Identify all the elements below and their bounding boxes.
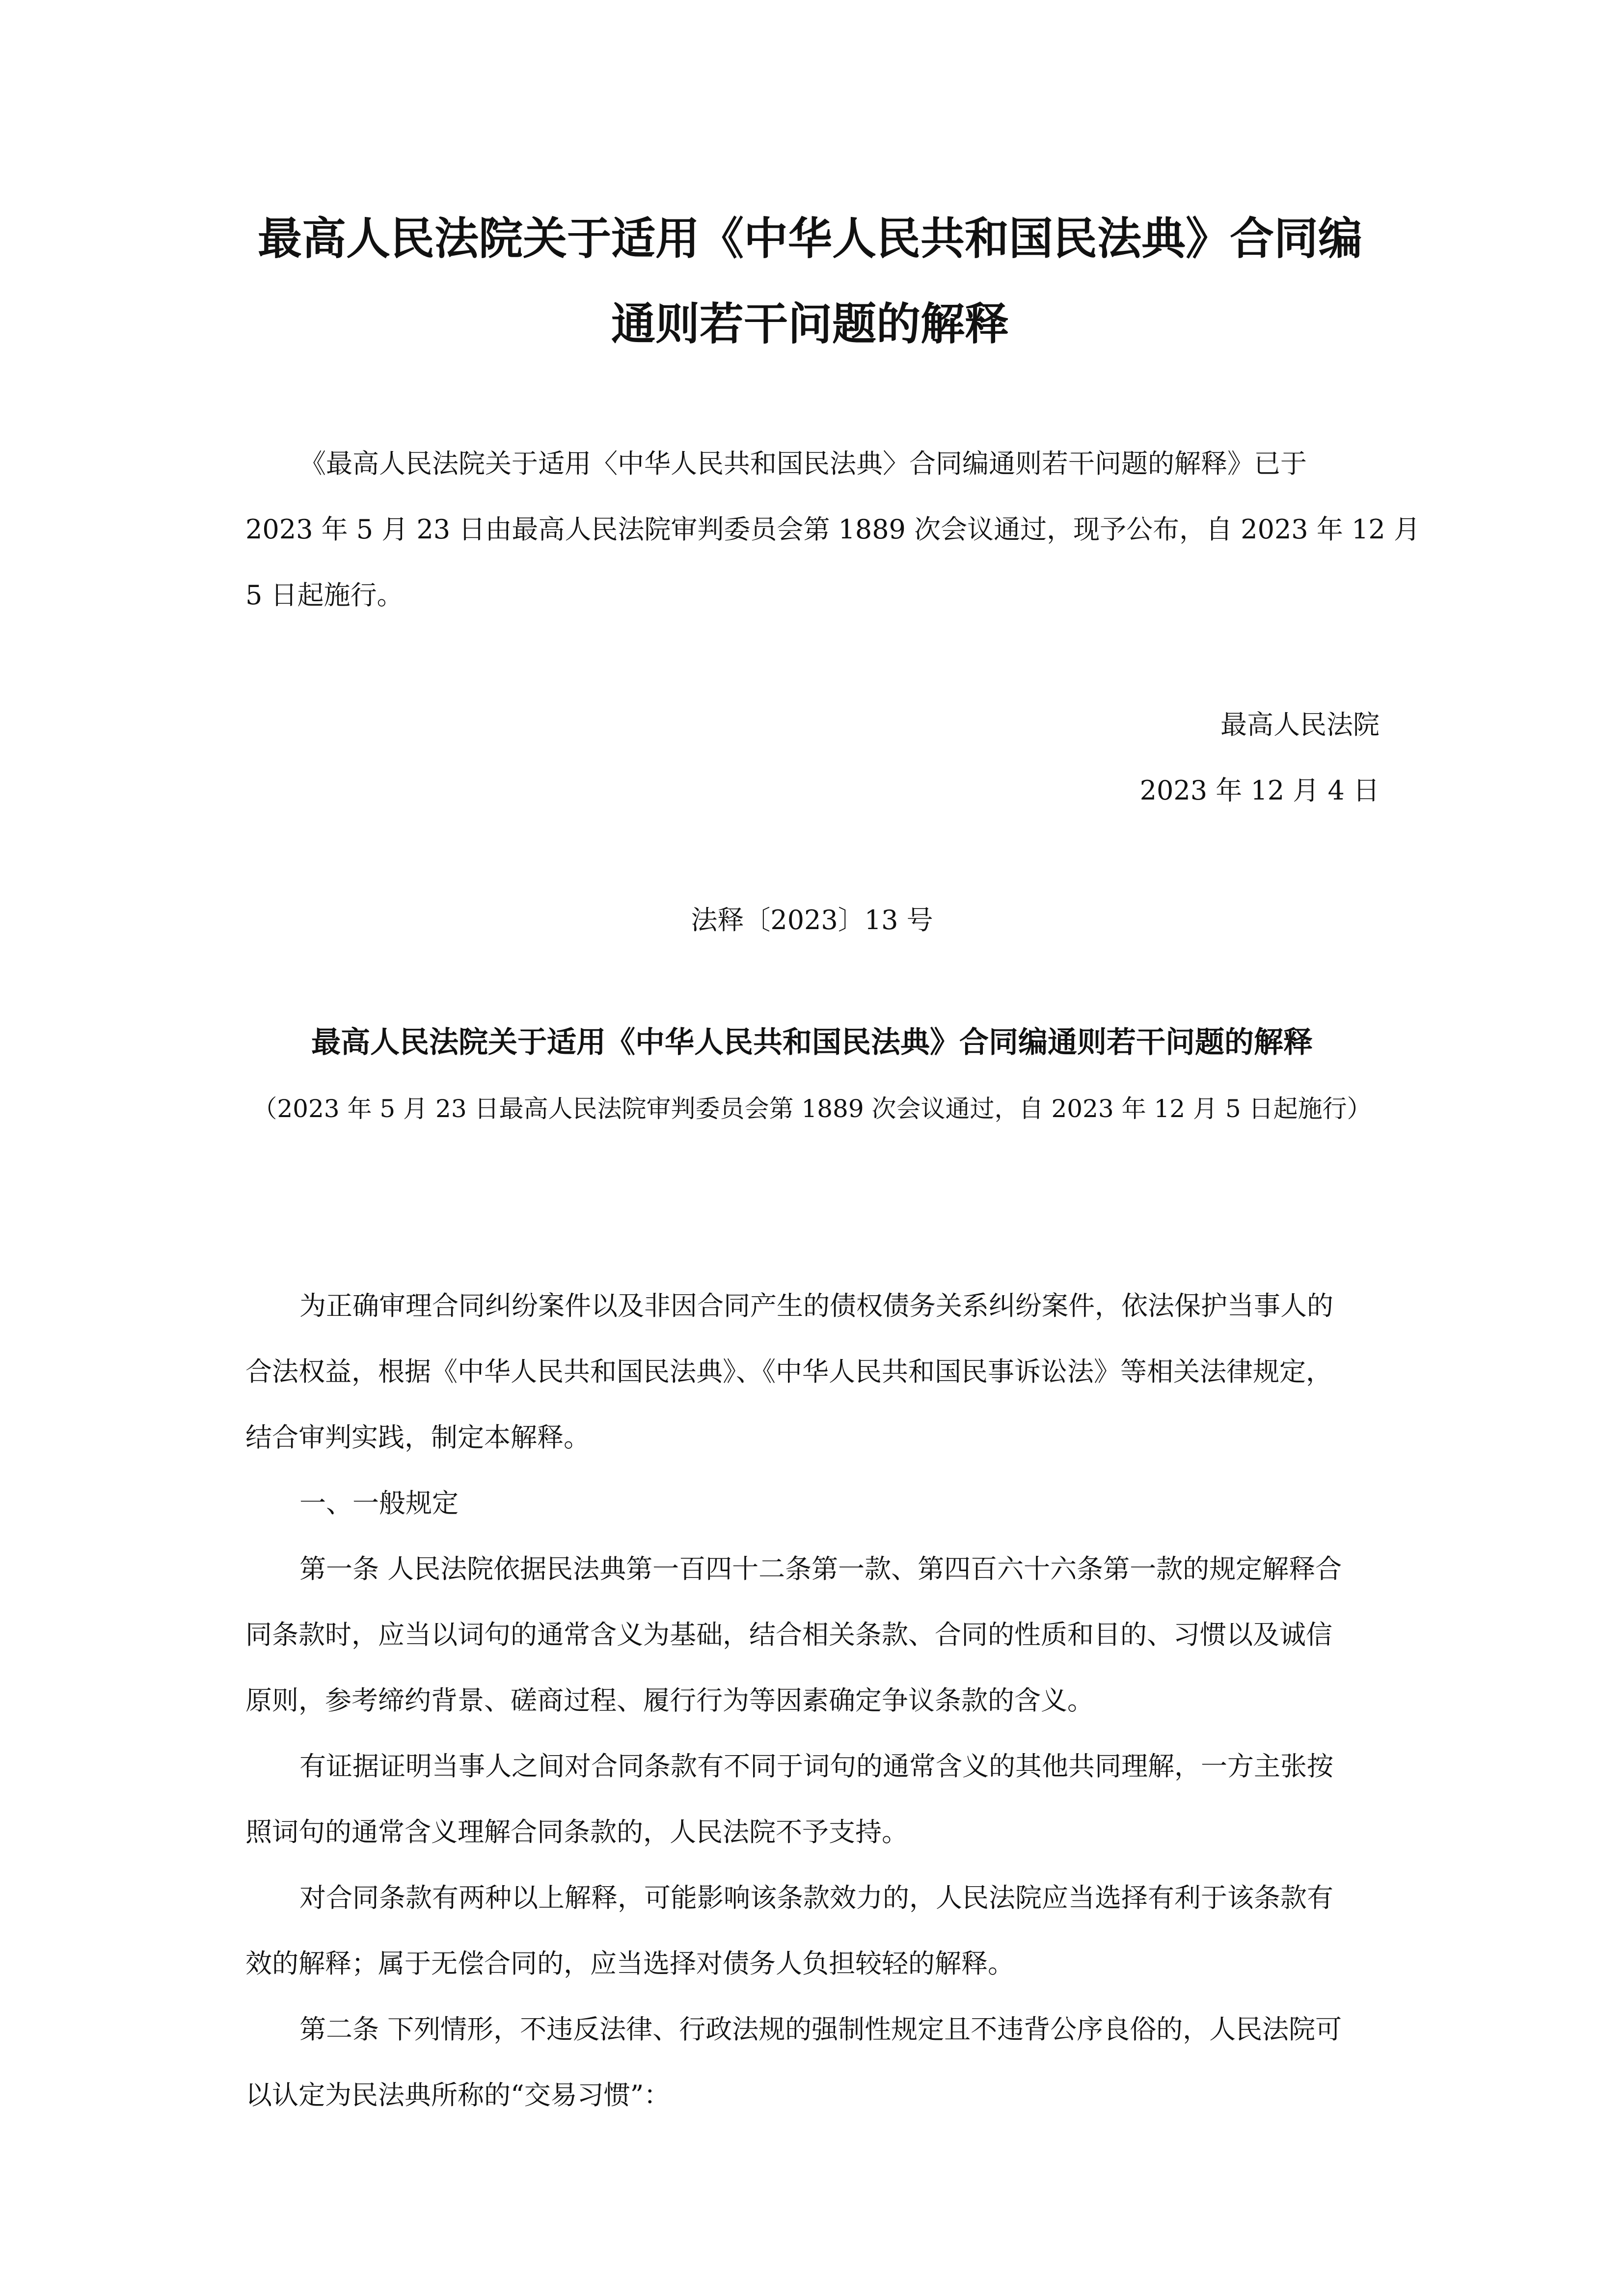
article-2-para-1-line-2: 以认定为民法典所称的“交易习惯”：: [245, 2080, 671, 2110]
article-1-para-1-line-1: 第一条 人民法院依据民法典第一百四十二条第一款、第四百六十六条第一款的规定解释合: [299, 1553, 1342, 1584]
article-1-para-1-line-2: 同条款时，应当以词句的通常含义为基础，结合相关条款、合同的性质和目的、习惯以及诚信: [245, 1619, 1332, 1650]
document-number: 法释〔2023〕13 号: [691, 905, 933, 935]
document-title-line-2: 通则若干问题的解释: [611, 298, 1009, 350]
preamble-line-1: 为正确审理合同纠纷案件以及非因合同产生的债权债务关系纠纷案件，依法保护当事人的: [299, 1290, 1333, 1321]
adoption-note: （2023 年 5 月 23 日最高人民法院审判委员会第 1889 次会议通过，自 2023 年 12 月 5 日起施行）: [252, 1095, 1372, 1123]
issuer-signature: 最高人民法院: [1220, 709, 1380, 740]
section-heading-general: 一、一般规定: [299, 1488, 459, 1519]
announcement-line-1: 《最高人民法院关于适用〈中华人民共和国民法典〉合同编通则若干问题的解释》已于: [299, 448, 1307, 479]
announcement-line-3: 5 日起施行。: [245, 580, 404, 611]
article-1-para-2-line-1: 有证据证明当事人之间对合同条款有不同于词句的通常含义的其他共同理解，一方主张按: [299, 1751, 1333, 1782]
preamble-line-3: 结合审判实践，制定本解释。: [245, 1422, 590, 1453]
document-title-line-1: 最高人民法院关于适用《中华人民共和国民法典》合同编: [258, 213, 1362, 265]
article-1-para-1-line-3: 原则，参考缔约背景、磋商过程、履行行为等因素确定争议条款的含义。: [245, 1685, 1094, 1716]
article-2-para-1-line-1: 第二条 下列情形，不违反法律、行政法规的强制性规定且不违背公序良俗的，人民法院可: [299, 2014, 1342, 2045]
article-1-para-3-line-1: 对合同条款有两种以上解释，可能影响该条款效力的，人民法院应当选择有利于该条款有: [299, 1882, 1333, 1913]
body-title: 最高人民法院关于适用《中华人民共和国民法典》合同编通则若干问题的解释: [311, 1025, 1313, 1060]
article-1-para-3-line-2: 效的解释；属于无偿合同的，应当选择对债务人负担较轻的解释。: [245, 1948, 1014, 1979]
preamble-line-2: 合法权益，根据《中华人民共和国民法典》、《中华人民共和国民事诉讼法》等相关法律规定，: [245, 1356, 1332, 1387]
issue-date: 2023 年 12 月 4 日: [1139, 775, 1380, 806]
article-1-para-2-line-2: 照词句的通常含义理解合同条款的，人民法院不予支持。: [245, 1816, 908, 1847]
announcement-line-2: 2023 年 5 月 23 日由最高人民法院审判委员会第 1889 次会议通过，现予公布，自 2023 年 12 月: [245, 514, 1420, 545]
